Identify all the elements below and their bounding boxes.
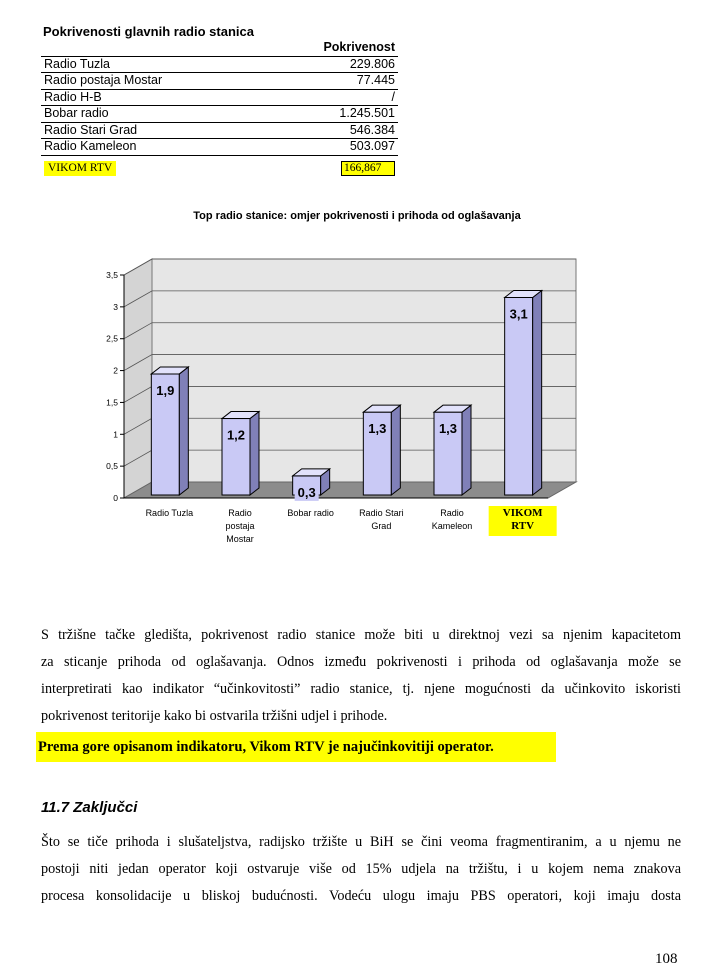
y-tick-label: 2 (113, 365, 118, 376)
section-heading: 11.7 Zaključci (41, 799, 138, 816)
coverage-value: 229.806 (297, 56, 398, 73)
bar (505, 297, 533, 495)
data-label: 3,1 (509, 306, 528, 322)
coverage-table-title: Pokrivenosti glavnih radio stanica (43, 24, 254, 39)
coverage-value: 546.384 (297, 122, 398, 139)
data-label: 1,3 (438, 421, 458, 437)
y-tick-label: 1 (113, 429, 118, 440)
paragraph-conclusions (41, 829, 681, 910)
category-label: Radio Tuzla (145, 508, 194, 518)
category-label: Grad (371, 521, 392, 531)
chart-side-wall (124, 259, 152, 498)
station-name: Radio H-B (41, 89, 297, 106)
bar-side (250, 412, 259, 495)
category-label: Kameleon (431, 521, 473, 531)
station-name: Bobar radio (41, 106, 297, 123)
station-name: Radio Kameleon (41, 139, 297, 156)
category-label: Radio (228, 508, 252, 518)
table-header-coverage: Pokrivenost (297, 40, 398, 56)
bar-side (391, 405, 400, 495)
category-label: postaja (225, 521, 255, 531)
highlighted-coverage-value: 166,867 (341, 161, 395, 176)
y-tick-label: 0 (113, 493, 118, 503)
paragraph1-line: za sticanje prihoda od oglašavanja. Odnos između pokrivenosti i prihoda od oglašavanja može se (41, 654, 681, 670)
coverage-value: 1.245.501 (297, 106, 398, 123)
paragraph1-line: S tržišne tačke gledišta, pokrivenost radio stanice može biti u direktnoj vezi sa njenim kapacitetom (41, 627, 681, 643)
highlighted-station-name: VIKOM RTV (44, 161, 116, 176)
y-tick-label: 3 (113, 301, 118, 312)
page-number: 108 (655, 951, 678, 967)
coverage-value: 77.445 (297, 73, 398, 90)
bar-side (533, 290, 542, 495)
paragraph2-line: procesa konsolidacije u bliskoj budućnosti. Vodeću ulogu imaju PBS operatori, koji imaju dosta (41, 888, 681, 904)
category-label: Radio Stari (359, 508, 404, 518)
bar-side (179, 367, 188, 495)
y-tick-label: 0,5 (106, 461, 118, 472)
paragraph2-line: postoji niti jedan operator koji ostvaruje više od 15% udjela na tržištu, i u kojem nema znakova (41, 861, 681, 877)
data-label: 1,3 (368, 421, 387, 437)
paragraph1-line: interpretirati kao indikator “učinkovitosti” radio stanice, tj. njene mogućnosti da učinkovito iskoristi (41, 681, 681, 697)
paragraph2-line: Što se tiče prihoda i slušateljstva, radijsko tržište u BiH se čini veoma fragmentiranim, a u njemu ne (41, 834, 681, 850)
highlighted-conclusion: Prema gore opisanom indikatoru, Vikom RTV je najučinkovitiji operator. (36, 732, 556, 762)
category-label: RTV (511, 520, 535, 532)
data-label: 1,2 (226, 427, 246, 443)
coverage-value: 503.097 (297, 139, 398, 156)
data-label: 0,3 (297, 484, 316, 500)
bar-side (462, 405, 471, 495)
station-name: Radio postaja Mostar (41, 73, 297, 90)
category-label: Bobar radio (287, 508, 334, 518)
y-tick-label: 1,5 (106, 397, 118, 408)
paragraph1-line: pokrivenost teritorije kako bi ostvarila tržišni udjel i prihode. (41, 708, 388, 724)
paragraph-coverage-analysis (41, 622, 681, 730)
station-name: Radio Stari Grad (41, 122, 297, 139)
y-tick-label: 3,5 (106, 270, 118, 280)
category-label: Mostar (226, 534, 254, 544)
station-name: Radio Tuzla (41, 56, 297, 73)
category-label: Radio (440, 508, 464, 518)
chart-title: Top radio stanice: omjer pokrivenosti i prihoda od oglašavanja (193, 210, 521, 222)
y-tick-label: 2,5 (106, 333, 118, 344)
data-label: 1,9 (156, 382, 175, 398)
coverage-value: / (297, 89, 398, 106)
category-label: VIKOM (502, 507, 543, 519)
